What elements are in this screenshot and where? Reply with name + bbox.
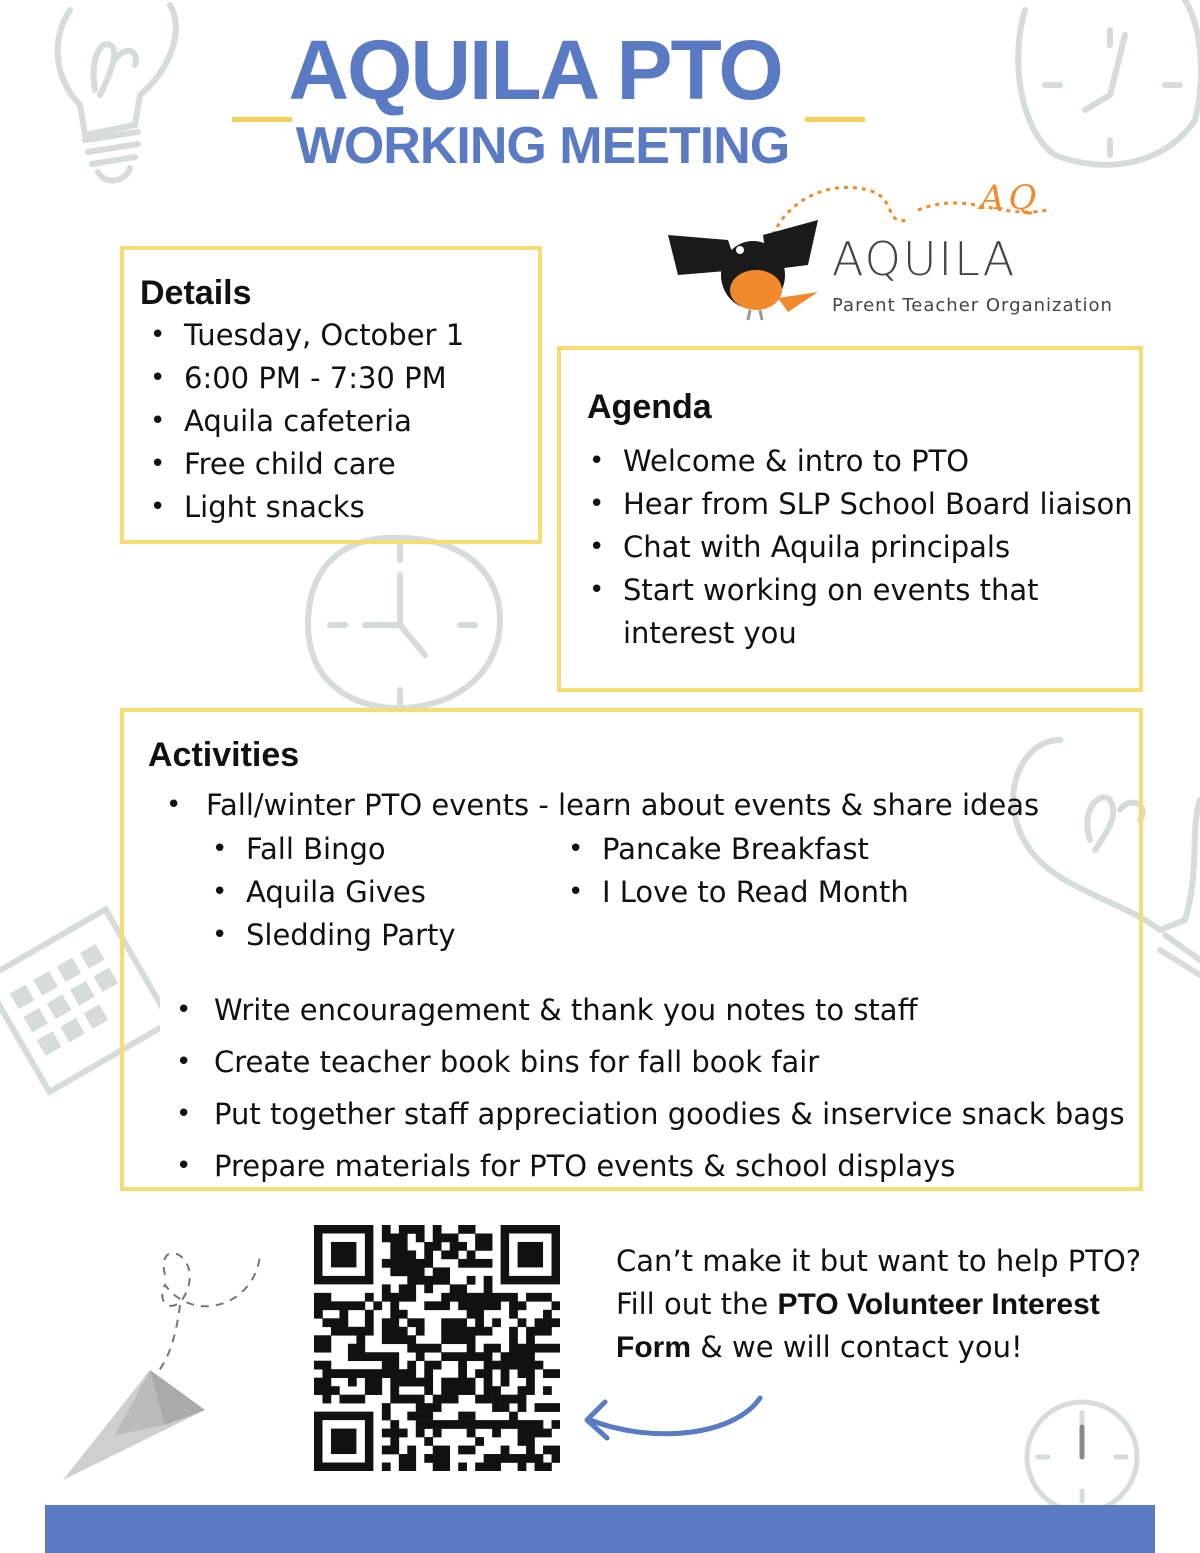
details-heading: Details [140, 274, 252, 312]
events-list-col2 [556, 828, 956, 914]
list-item: • Fall Bingo [200, 828, 520, 871]
list-item: • Put together staff appreciation goodies & inservice snack bags [164, 1088, 1139, 1140]
agenda-heading: Agenda [587, 388, 712, 426]
logo-subtitle: Parent Teacher Organization [832, 295, 1113, 316]
list-item: • Hear from SLP School Board liaison [577, 483, 1143, 526]
qr-code[interactable] [314, 1225, 560, 1471]
paper-plane-icon [55, 1245, 275, 1485]
list-item: • Start working on events that interest you [577, 569, 1143, 655]
volunteer-form-link[interactable]: PTO Volunteer Interest Form [616, 1288, 1100, 1364]
logo-name: AQUILA [832, 232, 1017, 286]
list-item: • I Love to Read Month [556, 871, 956, 914]
list-item: • Free child care [138, 443, 538, 486]
cta-text [616, 1240, 1156, 1369]
agenda-list [577, 440, 1143, 655]
page-subtitle: WORKING MEETING [295, 117, 790, 175]
list-item: • Write encouragement & thank you notes to staff [164, 984, 1139, 1036]
list-item: • Tuesday, October 1 [138, 314, 538, 357]
tasks-list [164, 984, 1139, 1192]
agenda-box [557, 346, 1143, 692]
details-box [120, 246, 542, 544]
list-item: • Sledding Party [200, 914, 520, 957]
list-item: • 6:00 PM - 7:30 PM [138, 357, 538, 400]
clock-icon [1020, 1395, 1145, 1520]
logo-scribble-text: AQ [980, 178, 1041, 218]
list-item: • Aquila cafeteria [138, 400, 538, 443]
list-item: • Prepare materials for PTO events & school displays [164, 1140, 1139, 1192]
footer-bar [45, 1505, 1155, 1553]
cta-line1: Can’t make it but want to help PTO? [616, 1244, 1142, 1278]
list-item: • Fall/winter PTO events - learn about events & share ideas [154, 784, 1114, 827]
clock-icon [300, 530, 510, 715]
page-title: AQUILA PTO [288, 23, 782, 117]
list-item: • Welcome & intro to PTO [577, 440, 1143, 483]
activities-box [120, 708, 1143, 1191]
arrow-icon [575, 1390, 770, 1450]
activities-heading: Activities [148, 736, 300, 774]
list-item: • Pancake Breakfast [556, 828, 956, 871]
cta-pre: Fill out the [616, 1287, 778, 1321]
list-item: • Aquila Gives [200, 871, 520, 914]
events-list-col1 [200, 828, 520, 957]
list-item: • Chat with Aquila principals [577, 526, 1143, 569]
cta-line2 [616, 1283, 1156, 1369]
activities-intro-list [154, 784, 1114, 827]
cta-post: & we will contact you! [691, 1330, 1023, 1364]
list-item: • Create teacher book bins for fall book fair [164, 1036, 1139, 1088]
details-list [138, 314, 538, 529]
list-item: • Light snacks [138, 486, 538, 529]
